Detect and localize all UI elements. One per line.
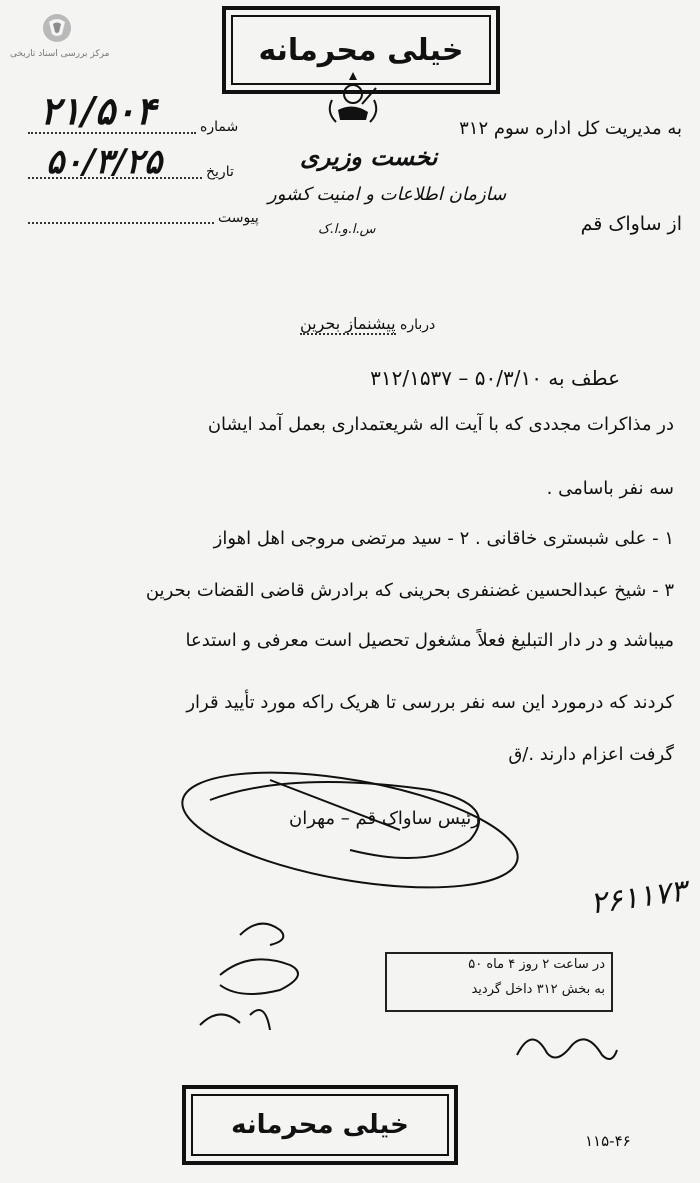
attachment-line xyxy=(28,222,214,224)
subject-value: پیشنماز بحرین xyxy=(300,314,396,333)
signature-line: رئیس ساواک قم – مهران xyxy=(288,808,480,829)
body-line-2: سه نفر باسامی . xyxy=(546,478,674,499)
archive-logo-icon xyxy=(40,12,74,44)
date-label: تاریخ xyxy=(206,164,234,180)
body-line-7: گرفت اعزام دارند ./ق xyxy=(508,744,674,765)
lion-and-sun-emblem-icon xyxy=(322,70,384,128)
bottom-signature xyxy=(512,1015,622,1075)
body-line-1: در مذاکرات مجددی که با آیت اله شریعتمداری بعمل آمد ایشان xyxy=(207,414,674,435)
body-line-6: کردند که درمورد این سه نفر بررسی تا هریک راکه مورد تأیید قرار xyxy=(186,692,674,713)
number-label: شماره xyxy=(200,119,239,135)
handwritten-number: ۲۶۱۱۷۳ xyxy=(588,873,689,922)
body-line-3: ۱ - علی شبستری خاقانی . ۲ - سید مرتضی مروجی اهل اهواز xyxy=(213,528,674,549)
watermark-text: مرکز بررسی اسناد تاریخی xyxy=(10,49,110,59)
handwritten-signature xyxy=(170,770,590,900)
handwritten-notes xyxy=(180,905,360,1055)
body-line-4: ۳ - شیخ عبدالحسین غضنفری بحرینی که برادرش قاضی القضات بحرین xyxy=(145,580,674,601)
classification-text: خیلی محرمانه xyxy=(258,32,464,68)
org-code: س.ا.و.ا.ک xyxy=(318,222,376,237)
footer-code: ۱۱۵-۴۶ xyxy=(585,1132,631,1150)
date-value: ۵۰/۳/۲۵ xyxy=(46,142,163,182)
sender-line: از ساواک قم xyxy=(580,213,682,235)
subject-label: درباره xyxy=(400,317,436,333)
body-line-5: میباشد و در دار التبلیغ فعلاً مشغول تحصیل است معرفی و استدعا xyxy=(185,630,674,651)
classification-stamp-bottom xyxy=(182,1085,458,1165)
routing-line-1: در ساعت ۲ روز ۴ ماه ۵۰ xyxy=(468,957,605,972)
routing-stamp xyxy=(385,952,613,1012)
attachment-label: پیوست xyxy=(218,210,259,226)
number-value: ۲۱/۵۰۴ xyxy=(40,88,156,133)
organization-title: سازمان اطلاعات و امنیت کشور xyxy=(268,184,507,205)
routing-line-2: به بخش ۳۱۲ داخل گردید xyxy=(471,982,605,997)
classification-text-bottom: خیلی محرمانه xyxy=(231,1110,409,1140)
reference-line: عطف به ۵۰/۳/۱۰ – ۳۱۲/۱۵۳۷ xyxy=(370,366,620,390)
recipient-line: به مدیریت کل اداره سوم ۳۱۲ xyxy=(459,118,682,139)
ministry-title: نخست وزیری xyxy=(300,142,438,171)
subject-row xyxy=(300,314,435,333)
